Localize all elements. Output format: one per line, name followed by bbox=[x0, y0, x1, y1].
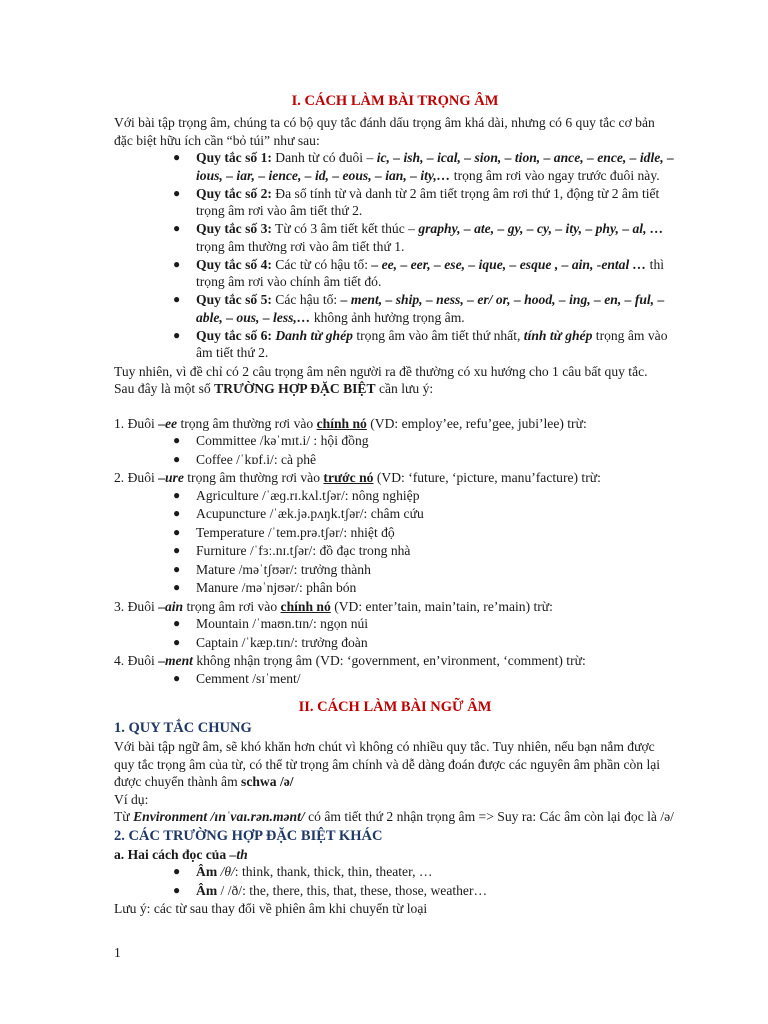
special-cases bbox=[114, 415, 676, 688]
th-item-theta bbox=[114, 863, 676, 881]
bullet-icon: ● bbox=[173, 616, 181, 631]
rule-4 bbox=[114, 256, 676, 291]
exception-text: Mountain /ˈmaʊn.tɪn/: ngọn núi bbox=[196, 616, 369, 632]
example-line bbox=[114, 808, 676, 826]
page-number: 1 bbox=[114, 945, 121, 960]
th-suffix: –th bbox=[229, 846, 248, 862]
rule-3 bbox=[114, 220, 676, 255]
case-suffix: –ure bbox=[158, 470, 184, 486]
rule-label: Quy tắc số 5: bbox=[196, 292, 272, 308]
rules-list bbox=[114, 149, 676, 362]
bullet-icon: ● bbox=[173, 221, 181, 236]
rule-text: Các hậu tố: bbox=[271, 292, 341, 308]
bullet-icon: ● bbox=[173, 256, 181, 271]
heading-general-rules: 1. QUY TẮC CHUNG bbox=[114, 720, 252, 737]
rule-emphasis: Danh từ ghép bbox=[275, 327, 353, 343]
case-post: (VD: employ’ee, refu’gee, jubi’lee) trừ: bbox=[366, 415, 587, 431]
exception-item bbox=[114, 505, 676, 523]
case-post: (VD: enter’tain, main’tain, re’main) trừ: bbox=[330, 598, 553, 614]
bullet-icon: ● bbox=[173, 524, 181, 539]
schwa-term: schwa /ə/ bbox=[241, 774, 294, 790]
special-line-2 bbox=[114, 380, 676, 398]
case-2-heading bbox=[114, 469, 676, 487]
exception-item bbox=[114, 561, 676, 579]
case-num: 3. Đuôi bbox=[114, 598, 159, 614]
exception-text: Furniture /ˈfɜː.nɪ.tʃər/: đồ đạc trong nhà bbox=[196, 543, 411, 559]
bullet-icon: ● bbox=[173, 451, 181, 466]
case-ul: trước nó bbox=[323, 470, 374, 486]
exception-item bbox=[114, 579, 676, 597]
exception-text: Captain /ˈkæp.tɪn/: trưởng đoàn bbox=[196, 634, 368, 650]
bullet-icon: ● bbox=[173, 185, 181, 200]
exception-item bbox=[114, 542, 676, 560]
bullet-icon: ● bbox=[173, 292, 181, 307]
rule-text: Danh từ có đuôi – bbox=[271, 150, 377, 165]
case-num: 4. Đuôi bbox=[114, 653, 159, 669]
rule-label: Quy tắc số 1: bbox=[196, 150, 272, 165]
section1-title: I. CÁCH LÀM BÀI TRỌNG ÂM bbox=[291, 93, 499, 109]
sub-heading-text: a. Hai cách đọc của bbox=[114, 846, 230, 862]
case-mid: trọng âm rơi vào bbox=[183, 598, 281, 614]
case-4-exceptions bbox=[114, 670, 676, 688]
section2-title: II. CÁCH LÀM BÀI NGỮ ÂM bbox=[298, 699, 492, 716]
case-suffix: –ee bbox=[158, 415, 178, 431]
th-label: Âm bbox=[196, 864, 218, 880]
case-num: 2. Đuôi bbox=[114, 470, 159, 486]
bullet-icon: ● bbox=[173, 670, 181, 685]
case-mid: không nhận trọng âm (VD: ‘government, en’vironment, ‘comment) trừ: bbox=[192, 653, 586, 669]
rule-text: trọng âm vào âm tiết thứ nhất, bbox=[352, 327, 524, 343]
bullet-icon: ● bbox=[173, 327, 181, 342]
case-4-heading bbox=[114, 652, 676, 670]
exception-item bbox=[114, 487, 676, 505]
rule-label: Quy tắc số 2: bbox=[196, 185, 272, 201]
exception-item bbox=[114, 432, 676, 450]
exception-text: Agriculture /ˈæɡ.rɪ.kʌl.tʃər/: nông nghiệp bbox=[196, 487, 420, 503]
case-num: 1. Đuôi bbox=[114, 415, 159, 431]
rule-text-end: trọng âm thường rơi vào âm tiết thứ 1. bbox=[196, 238, 405, 254]
th-ipa: /θ/ bbox=[217, 864, 235, 880]
bullet-icon: ● bbox=[173, 150, 181, 164]
th-item-eth bbox=[114, 882, 676, 900]
rule-suffixes: – ment, – ship, – ness, – er/ or, – hood, – ing, – en, – ful, – able, – ous, – less,… bbox=[196, 292, 665, 325]
rule-text-end: thì trọng âm rơi vào chính âm tiết đó. bbox=[196, 256, 665, 290]
rule-emphasis: tính từ ghép bbox=[523, 327, 593, 343]
section2-paragraph bbox=[114, 738, 676, 791]
rule-2 bbox=[114, 185, 676, 220]
rule-text: Đa số tính từ và danh từ 2 âm tiết trọng âm rơi thứ 1, động từ 2 âm tiết trọng âm rơi vào âm tiết thứ 2. bbox=[196, 185, 660, 219]
exception-item bbox=[114, 524, 676, 542]
bullet-icon: ● bbox=[173, 580, 181, 595]
bullet-icon: ● bbox=[173, 864, 181, 879]
note-line: Lưu ý: các từ sau thay đổi về phiên âm khi chuyển từ loại bbox=[114, 901, 428, 917]
case-ul: chính nó bbox=[280, 598, 331, 614]
exception-item bbox=[114, 670, 676, 688]
exception-text: Acupuncture /ˈæk.jə.pʌŋk.tʃər/: châm cứu bbox=[196, 506, 424, 522]
special-bold: TRƯỜNG HỢP ĐẶC BIỆT bbox=[214, 381, 376, 397]
rule-6 bbox=[114, 327, 676, 362]
case-1-heading bbox=[114, 415, 676, 433]
bullet-icon: ● bbox=[173, 506, 181, 521]
heading-special-cases: 2. CÁC TRƯỜNG HỢP ĐẶC BIỆT KHÁC bbox=[114, 827, 383, 844]
case-3-heading bbox=[114, 598, 676, 616]
bullet-icon: ● bbox=[173, 433, 181, 448]
spacer bbox=[114, 398, 676, 415]
example-label: Ví dụ: bbox=[114, 791, 149, 807]
rule-text: Các từ có hậu tố: bbox=[271, 256, 372, 272]
example-pre: Từ bbox=[114, 809, 134, 825]
special-line-1: Tuy nhiên, vì đề chỉ có 2 câu trọng âm nên người ra đề thường có xu hướng cho 1 câu bất quy tắc. bbox=[114, 363, 648, 379]
rule-label: Quy tắc số 3: bbox=[196, 221, 272, 237]
paragraph-text: Với bài tập ngữ âm, sẽ khó khăn hơn chút vì không có nhiều quy tắc. Tuy nhiên, nếu bạn nắm được quy tắc trọng âm của từ, có thể từ trọng âm chính và dễ dàng đoán được các nguyên âm phần còn lại được chuyển thành âm bbox=[114, 739, 661, 790]
example-post: có âm tiết thứ 2 nhận trọng âm => Suy ra: Các âm còn lại đọc là /ə/ bbox=[304, 809, 674, 825]
rule-suffixes: – ee, – eer, – ese, – ique, – esque , – ain, -ental … bbox=[371, 256, 647, 272]
case-ul: chính nó bbox=[316, 415, 367, 431]
th-examples: : think, thank, thick, thin, theater, … bbox=[234, 864, 433, 880]
rule-1 bbox=[114, 149, 676, 184]
rule-suffixes: graphy, – ate, – gy, – cy, – ity, – phy, – al, … bbox=[418, 221, 664, 237]
case-mid: trọng âm thường rơi vào bbox=[177, 415, 317, 431]
case-2-exceptions bbox=[114, 487, 676, 597]
th-ipa: / /ð/ bbox=[217, 882, 243, 898]
case-suffix: –ment bbox=[158, 653, 193, 669]
exception-text: Committee /kəˈmɪt.i/ : hội đồng bbox=[196, 433, 369, 449]
rule-text-end: không ảnh hưởng trọng âm. bbox=[310, 309, 465, 325]
rule-text: Từ có 3 âm tiết kết thúc – bbox=[271, 221, 419, 237]
case-3-exceptions bbox=[114, 615, 676, 651]
exception-item bbox=[114, 615, 676, 633]
case-post: (VD: ‘future, ‘picture, manu’facture) trừ: bbox=[373, 470, 601, 486]
rule-text-end: trọng âm vào âm tiết thứ 2. bbox=[196, 327, 668, 361]
exception-text: Temperature /ˈtem.prə.tʃər/: nhiệt độ bbox=[196, 524, 395, 540]
exception-item bbox=[114, 451, 676, 469]
rule-label: Quy tắc số 6: bbox=[196, 327, 272, 343]
rule-5 bbox=[114, 291, 676, 326]
exception-item bbox=[114, 634, 676, 652]
bullet-icon: ● bbox=[173, 882, 181, 897]
case-mid: trọng âm thường rơi vào bbox=[183, 470, 324, 486]
rule-label: Quy tắc số 4: bbox=[196, 256, 272, 272]
special-pre: Sau đây là một số bbox=[114, 381, 215, 397]
bullet-icon: ● bbox=[173, 561, 181, 576]
rule-text-end: trọng âm rơi vào ngay trước đuôi này. bbox=[450, 167, 660, 183]
sub-heading-th bbox=[114, 846, 676, 864]
bullet-icon: ● bbox=[173, 634, 181, 649]
th-examples: : the, there, this, that, these, those, weather… bbox=[242, 882, 488, 898]
exception-text: Coffee /ˈkɒf.i/: cà phê bbox=[196, 451, 317, 467]
section1-intro: Với bài tập trọng âm, chúng ta có bộ quy tắc đánh dấu trọng âm khá dài, nhưng có 6 quy tắc cơ bản đặc biệt hữu ích cần “bỏ túi” như sau: bbox=[114, 115, 655, 148]
case-1-exceptions bbox=[114, 432, 676, 468]
exception-text: Manure /məˈnjʊər/: phân bón bbox=[196, 580, 357, 596]
bullet-icon: ● bbox=[173, 543, 181, 558]
th-label: Âm bbox=[196, 882, 218, 898]
rule-suffixes: ic, – ish, – ical, – sion, – tion, – ance, – ence, – idle, – ious, – iar, – ience, – id, – eous, – ian, – ity,… bbox=[196, 150, 674, 183]
bullet-icon: ● bbox=[173, 487, 181, 502]
exception-text: Mature /məˈtʃʊər/: trưởng thành bbox=[196, 561, 371, 577]
special-post: cần lưu ý: bbox=[375, 381, 434, 397]
case-suffix: –ain bbox=[158, 598, 184, 614]
th-list bbox=[114, 863, 676, 899]
document-page bbox=[114, 88, 676, 918]
exception-text: Cemment /sɪˈment/ bbox=[196, 670, 301, 686]
example-word: Environment /ɪnˈvaɪ.rən.mənt/ bbox=[133, 809, 305, 825]
